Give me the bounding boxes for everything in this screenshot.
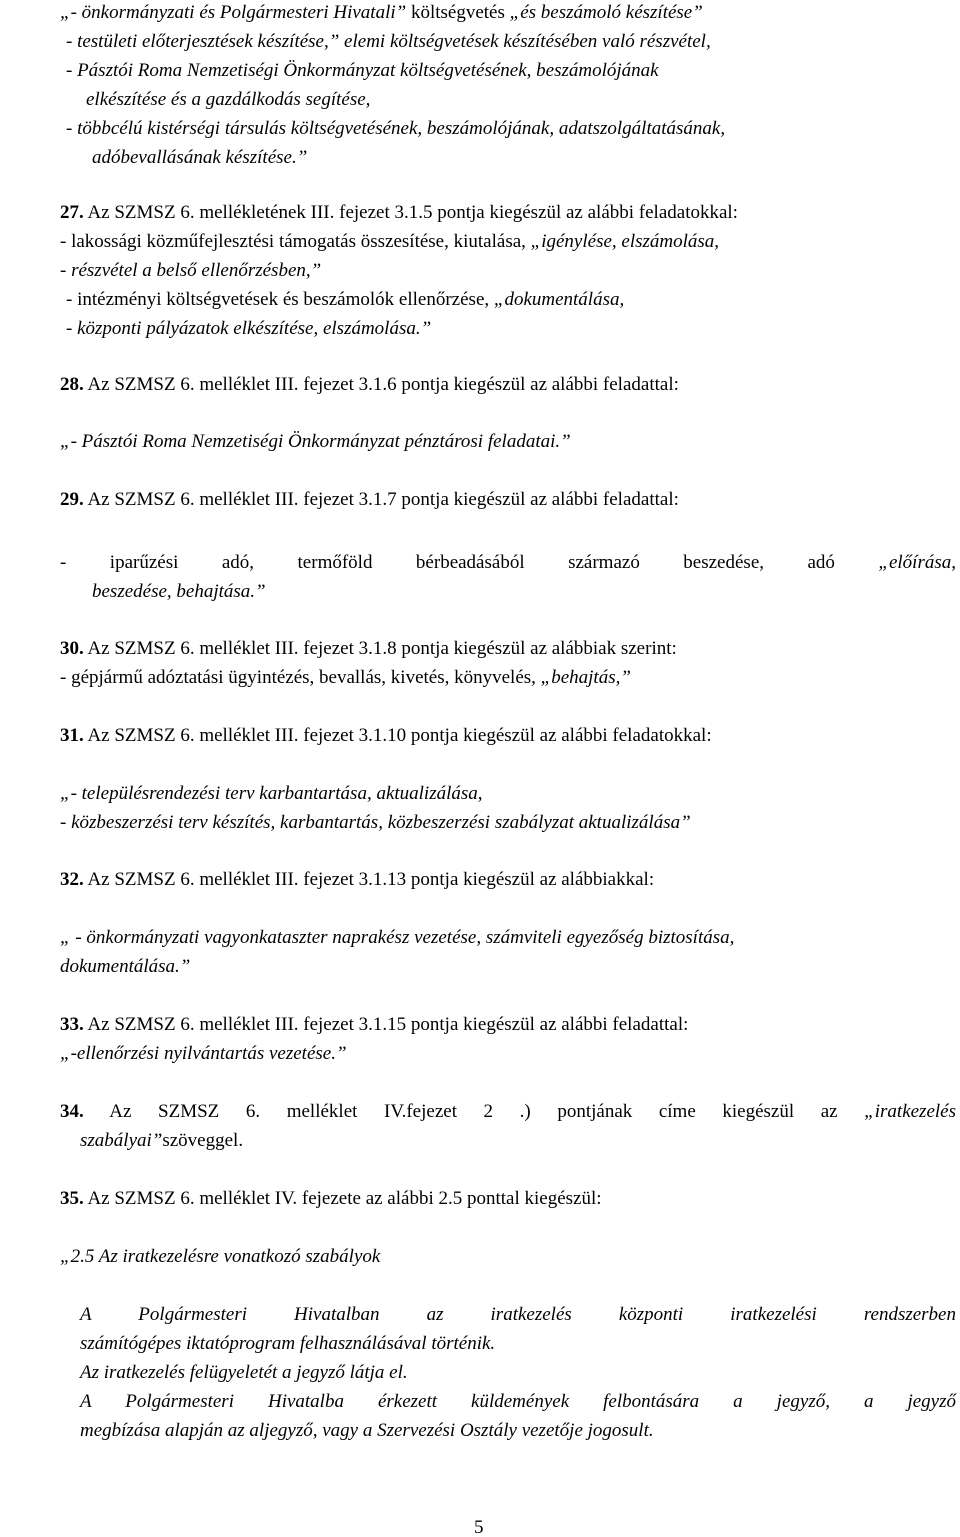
item-text: - intézményi költségvetések és beszámolók ellenőrzése, <box>66 289 494 310</box>
item-number: 28. <box>60 374 84 395</box>
item-heading-text: Az SZMSZ 6. melléklet III. fejezet 3.1.13 pontja kiegészül az alábbiakkal: <box>83 869 655 890</box>
item-heading-text: Az SZMSZ 6. melléklet IV.fejezet 2 .) pontjának címe kiegészül az <box>83 1101 865 1122</box>
item-text-italic: „igénylése, elszámolása, <box>530 231 720 252</box>
item-heading-text: Az SZMSZ 6. melléklet III. fejezet 3.1.8 pontja kiegészül az alábbiak szerint: <box>83 638 677 659</box>
item-35-para-1b: számítógépes iktatóprogram felhasználásával történik. <box>80 1333 496 1354</box>
item-35-para-3a: A Polgármesteri Hivatalba érkezett küldemények felbontására a jegyző, a jegyző <box>80 1391 956 1412</box>
item-number: 31. <box>60 725 84 746</box>
page-number: 5 <box>474 1517 484 1537</box>
item-text: - gépjármű adóztatási ügyintézés, bevallás, kivetés, könyvelés, <box>60 667 541 688</box>
item-31-line-1: „- településrendezési terv karbantartása, aktualizálása, <box>60 783 483 804</box>
item-number: 27. <box>60 202 84 223</box>
item-number: 32. <box>60 869 84 890</box>
item-35-heading <box>60 1186 602 1212</box>
item-heading-text: Az SZMSZ 6. mellékletének III. fejezet 3.1.5 pontja kiegészül az alábbi feladatokkal: <box>83 202 738 223</box>
item-heading-text: Az SZMSZ 6. melléklet IV. fejezete az alábbi 2.5 ponttal kiegészül: <box>83 1188 602 1209</box>
item-32-line-2: dokumentálása.” <box>60 956 191 977</box>
item-text-italic: szabályai” <box>80 1130 163 1151</box>
item-28-line-1: „- Pásztói Roma Nemzetiségi Önkormányzat pénztárosi feladatai.” <box>60 431 571 452</box>
item-text: - lakossági közműfejlesztési támogatás összesítése, kiutalása, <box>60 231 531 252</box>
intro-line-2: - testületi előterjesztések készítése,” elemi költségvetések készítésében való részvétel, <box>66 31 711 52</box>
item-27-line-2: - részvétel a belső ellenőrzésben,” <box>60 260 322 281</box>
item-29-heading <box>60 487 679 513</box>
item-heading-text: Az SZMSZ 6. melléklet III. fejezet 3.1.6 pontja kiegészül az alábbi feladattal: <box>83 374 679 395</box>
item-number: 30. <box>60 638 84 659</box>
item-29-line-2: beszedése, behajtása.” <box>92 581 266 602</box>
item-34-line-2 <box>80 1128 243 1154</box>
intro-quote-2: „és beszámoló készítése” <box>509 2 703 23</box>
item-text-italic: „előírása, <box>878 552 956 573</box>
item-35-title: „2.5 Az iratkezelésre vonatkozó szabályok <box>60 1246 381 1267</box>
item-number: 34. <box>60 1101 84 1122</box>
item-32-line-1: „ - önkormányzati vagyonkataszter naprakész vezetése, számviteli egyezőség biztosítása, <box>60 927 735 948</box>
intro-quote: „- önkormányzati és Polgármesteri Hivatali” <box>60 2 411 23</box>
item-31-line-2: - közbeszerzési terv készítés, karbantartás, közbeszerzési szabályzat aktualizálása” <box>60 812 691 833</box>
item-27-line-3 <box>66 287 624 313</box>
intro-line-1 <box>60 0 703 26</box>
item-text: szöveggel. <box>162 1130 244 1151</box>
item-28-heading <box>60 372 679 398</box>
item-heading-italic: „iratkezelés <box>864 1101 956 1122</box>
item-number: 35. <box>60 1188 84 1209</box>
item-number: 33. <box>60 1014 84 1035</box>
item-30-heading <box>60 636 677 662</box>
intro-line-5: - többcélú kistérségi társulás költségvetésének, beszámolójának, adatszolgáltatásának, <box>66 118 726 139</box>
item-34-heading <box>60 1099 956 1125</box>
item-30-line-1 <box>60 665 631 691</box>
item-27-line-4: - központi pályázatok elkészítése, elszámolása.” <box>66 318 432 339</box>
item-text-italic: „behajtás,” <box>540 667 631 688</box>
intro-line-4: elkészítése és a gazdálkodás segítése, <box>86 89 371 110</box>
item-27-heading <box>60 200 738 226</box>
intro-line-3: - Pásztói Roma Nemzetiségi Önkormányzat költségvetésének, beszámolójának <box>66 60 659 81</box>
item-33-line-1: „-ellenőrzési nyilvántartás vezetése.” <box>60 1043 347 1064</box>
item-31-heading <box>60 723 712 749</box>
item-35-para-1a: A Polgármesteri Hivatalban az iratkezelés központi iratkezelési rendszerben <box>80 1304 956 1325</box>
item-35-para-2: Az iratkezelés felügyeletét a jegyző látja el. <box>80 1362 408 1383</box>
item-heading-text: Az SZMSZ 6. melléklet III. fejezet 3.1.15 pontja kiegészül az alábbi feladattal: <box>83 1014 689 1035</box>
item-heading-text: Az SZMSZ 6. melléklet III. fejezet 3.1.7 pontja kiegészül az alábbi feladattal: <box>83 489 679 510</box>
intro-line-6: adóbevallásának készítése.” <box>92 147 308 168</box>
item-35-para-3b: megbízása alapján az aljegyző, vagy a Szervezési Osztály vezetője jogosult. <box>80 1420 654 1441</box>
item-number: 29. <box>60 489 84 510</box>
item-text-italic: „dokumentálása, <box>493 289 625 310</box>
item-33-heading <box>60 1012 688 1038</box>
item-29-line-1 <box>60 550 956 576</box>
item-32-heading <box>60 867 654 893</box>
item-heading-text: Az SZMSZ 6. melléklet III. fejezet 3.1.10 pontja kiegészül az alábbi feladatokkal: <box>83 725 712 746</box>
item-text: - iparűzési adó, termőföld bérbeadásából származó beszedése, adó <box>60 552 879 573</box>
intro-plain: költségvetés <box>410 2 510 23</box>
item-27-line-1 <box>60 229 719 255</box>
